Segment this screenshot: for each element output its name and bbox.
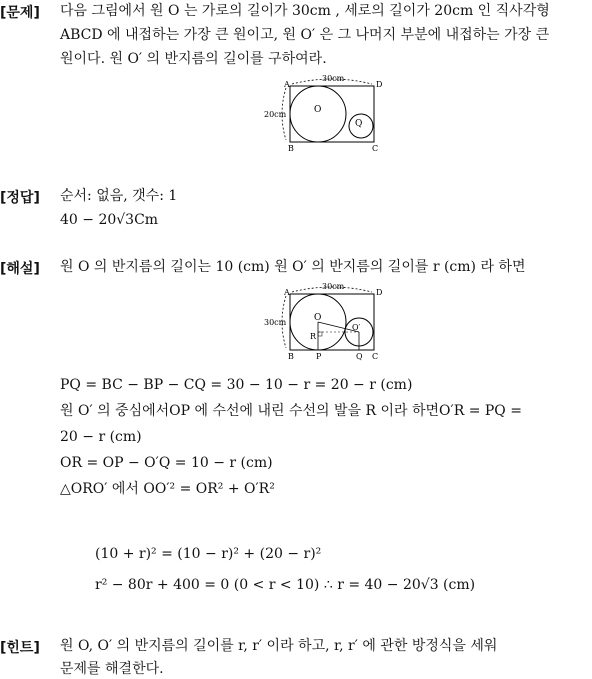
hint-label: [힌트]: [0, 640, 40, 656]
label-a: A: [284, 80, 290, 89]
problem-label: [문제]: [0, 5, 40, 21]
answer-line-2: 40 − 20√3Cm: [60, 212, 159, 228]
solution-label: [해설]: [0, 261, 40, 277]
label-r: R: [310, 332, 317, 341]
equation-expanded: (10 + r)² = (10 − r)² + (20 − r)²: [95, 546, 322, 562]
label-d: D: [376, 288, 383, 297]
equation-pq: PQ = BC − BP − CQ = 30 − 10 − r = 20 − r (cm): [60, 377, 413, 393]
solution-figure: [262, 280, 388, 362]
label-c: C: [372, 352, 379, 361]
equation-or: OR = OP − O′Q = 10 − r (cm): [60, 455, 273, 471]
label-p: P: [316, 352, 322, 361]
label-b: B: [288, 352, 294, 361]
label-top-length: 30cm: [322, 74, 345, 83]
hint-line-2: 문제를 해결한다.: [60, 661, 164, 677]
label-q: Q: [356, 352, 363, 361]
equation-pythagoras: △ORO′ 에서 OO′² = OR² + O′R²: [60, 481, 275, 497]
label-o: O: [314, 313, 322, 323]
label-c: C: [372, 144, 379, 153]
answer-line-1: 순서: 없음, 갯수: 1: [60, 188, 178, 204]
label-left-length: 20cm: [264, 110, 287, 119]
hint-line-1: 원 O, O′ 의 반지름의 길이를 r, r′ 이라 하고, r, r′ 에 관한 방정식을 세워: [60, 638, 498, 654]
label-b: B: [288, 144, 294, 153]
label-o-prime: O′: [352, 323, 361, 332]
answer-label: [정답]: [0, 190, 40, 206]
label-o-prime: Q: [355, 119, 363, 129]
problem-line-1: 다음 그림에서 원 O 는 가로의 길이가 30cm , 세로의 길이가 20cm 인 직사각형: [60, 3, 550, 19]
problem-figure: [262, 72, 388, 154]
problem-line-3: 원이다. 원 O′ 의 반지름의 길이를 구하여라.: [60, 51, 327, 67]
solution-intro: 원 O 의 반지름의 길이는 10 (cm) 원 O′ 의 반지름의 길이를 r (cm) 라 하면: [60, 259, 526, 275]
problem-line-2: ABCD 에 내접하는 가장 큰 원이고, 원 O′ 은 그 나머지 부분에 내접하는 가장 큰: [60, 27, 550, 43]
label-top-length: 30cm: [322, 282, 345, 291]
equation-solution: r² − 80r + 400 = 0 (0 < r < 10) ∴ r = 40 − 20√3 (cm): [95, 577, 476, 593]
label-o: O: [314, 105, 322, 115]
label-a: A: [284, 288, 290, 297]
equation-perpendicular: 원 O′ 의 중심에서OP 에 수선에 내린 수선의 발을 R 이라 하면O′R = PQ =: [60, 403, 522, 419]
equation-perpendicular-cont: 20 − r (cm): [60, 429, 142, 445]
label-left-length: 30cm: [264, 318, 287, 327]
label-d: D: [376, 80, 383, 89]
